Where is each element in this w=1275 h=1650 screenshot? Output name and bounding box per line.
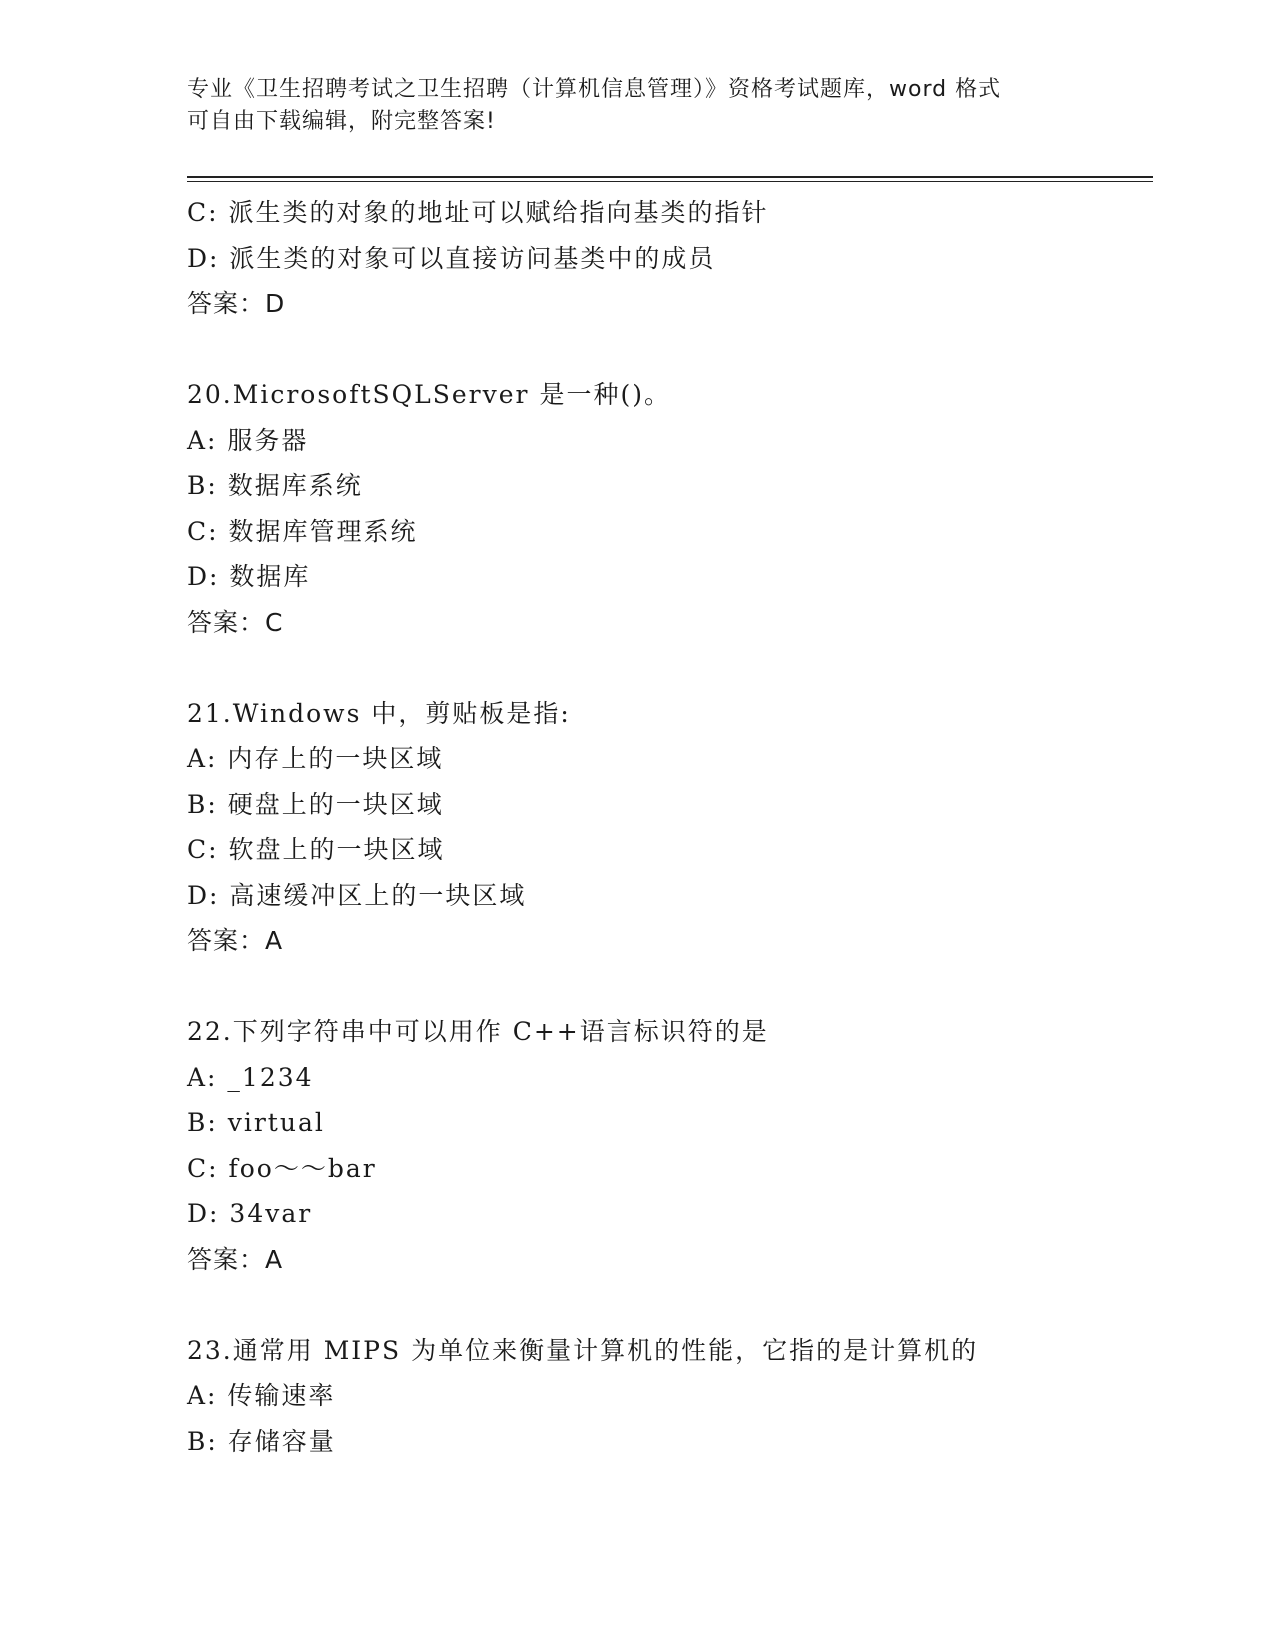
- option-b: B: 数据库系统: [187, 471, 363, 500]
- question-22: [187, 1009, 1147, 1282]
- option-a: A: 内存上的一块区域: [187, 744, 444, 773]
- answer: 答案：A: [187, 926, 284, 955]
- question-list: [187, 190, 1147, 1464]
- option-c: C: 数据库管理系统: [187, 516, 418, 546]
- option-a: A: _1234: [187, 1062, 314, 1092]
- option-d: D: 派生类的对象可以直接访问基类中的成员: [187, 243, 716, 273]
- page-header: [187, 74, 1087, 138]
- question-stem: 22.下列字符串中可以用作 C++语言标识符的是: [187, 1017, 769, 1046]
- question-20: [187, 372, 1147, 645]
- question-stem: 23.通常用 MIPS 为单位来衡量计算机的性能，它指的是计算机的: [187, 1335, 979, 1365]
- option-d: D: 数据库: [187, 562, 311, 591]
- option-c: C: 派生类的对象的地址可以赋给指向基类的指针: [187, 198, 769, 227]
- answer: 答案：A: [187, 1244, 284, 1274]
- option-c: C: 软盘上的一块区域: [187, 835, 445, 864]
- question-19-continued: [187, 190, 1147, 327]
- question-stem: 21.Windows 中，剪贴板是指:: [187, 698, 571, 728]
- answer: 答案：D: [187, 289, 286, 318]
- question-23: [187, 1328, 1147, 1465]
- option-a: A: 服务器: [187, 425, 309, 455]
- option-b: B: 存储容量: [187, 1426, 336, 1456]
- header-divider-thick: [187, 176, 1153, 178]
- option-b: B: 硬盘上的一块区域: [187, 789, 444, 819]
- answer: 答案：C: [187, 607, 284, 637]
- question-21: [187, 691, 1147, 964]
- header-divider-thin: [187, 181, 1153, 182]
- question-stem: 20.MicrosoftSQLServer 是一种()。: [187, 380, 671, 409]
- option-d: D: 高速缓冲区上的一块区域: [187, 880, 527, 910]
- header-line-1: 专业《卫生招聘考试之卫生招聘（计算机信息管理）》资格考试题库，word 格式: [187, 77, 1002, 102]
- option-c: C: foo～～bar: [187, 1153, 377, 1183]
- header-line-2: 可自由下载编辑，附完整答案!: [187, 109, 496, 134]
- option-b: B: virtual: [187, 1108, 325, 1137]
- option-d: D: 34var: [187, 1199, 313, 1228]
- option-a: A: 传输速率: [187, 1381, 336, 1410]
